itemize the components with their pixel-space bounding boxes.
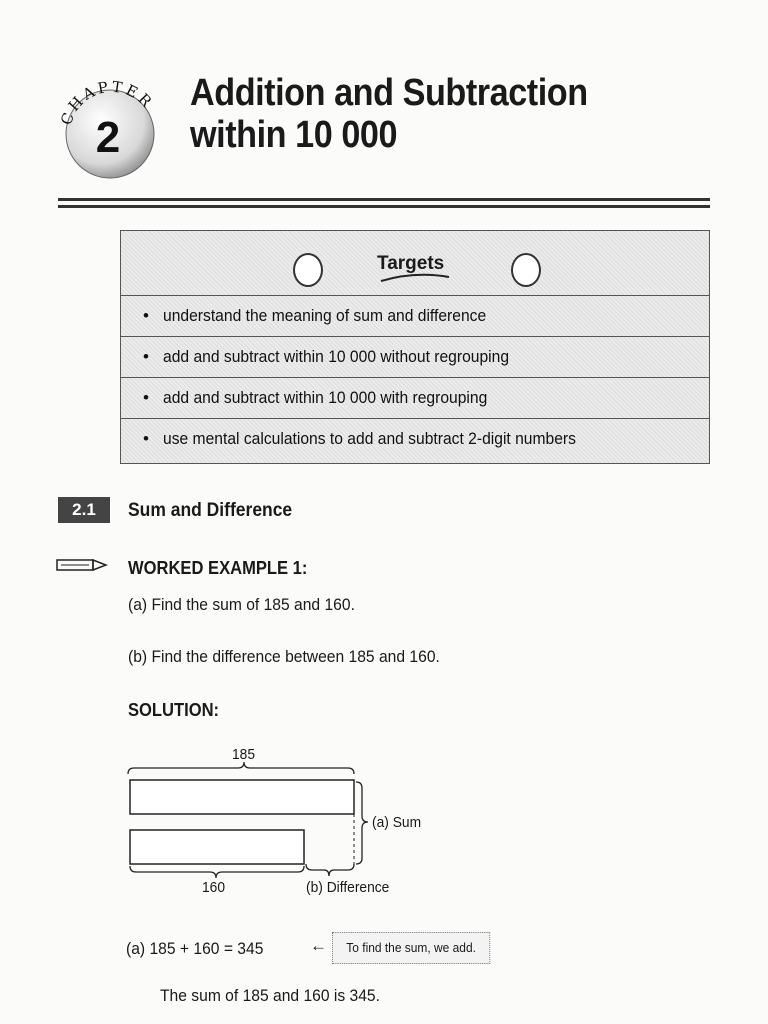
question-b: (b) Find the difference between 185 and 160. [128,647,440,666]
chapter-title [190,72,588,156]
binder-ring-icon [293,253,323,287]
bottom-brace [130,866,304,878]
target-item [121,296,709,337]
divider-rule [58,205,710,208]
label-160: 160 [202,879,226,896]
bar-185 [130,780,354,814]
target-item-text: add and subtract within 10 000 with regrouping [163,388,488,407]
left-arrow-icon: ← [310,936,327,955]
chapter-title-line2: within 10 000 [190,114,398,156]
chapter-badge [56,74,164,182]
label-185: 185 [232,746,256,763]
bullet-icon: • [143,388,149,407]
sum-brace [354,780,374,866]
pencil-icon [56,557,108,573]
target-item [121,419,709,459]
section-number: 2.1 [58,497,110,523]
target-item-text: understand the meaning of sum and difference [163,306,487,325]
label-sum: (a) Sum [372,814,422,831]
bullet-icon: • [143,347,149,366]
difference-brace [306,864,354,876]
targets-title: Targets [377,253,445,274]
target-item-text: use mental calculations to add and subtract 2-digit numbers [163,429,576,448]
top-brace [128,762,354,774]
chapter-badge-graphic [56,74,164,182]
chapter-title-line1: Addition and Subtraction [190,72,588,114]
bar-model-diagram [120,760,380,880]
solution-title: SOLUTION: [128,700,220,720]
bullet-icon: • [143,429,149,448]
underline-swoosh-icon [379,273,451,283]
targets-box [120,230,710,464]
chapter-word: CHAPTER [57,77,158,128]
target-item [121,378,709,419]
target-item [121,337,709,378]
targets-header [121,231,709,296]
binder-ring-icon [511,253,541,287]
note-box: To find the sum, we add. [332,932,490,964]
section-title: Sum and Difference [128,500,293,521]
bar-160 [130,830,304,864]
chapter-number: 2 [95,113,121,162]
label-difference: (b) Difference [306,879,390,896]
question-a: (a) Find the sum of 185 and 160. [128,595,355,614]
conclusion-text: The sum of 185 and 160 is 345. [160,986,380,1005]
worked-example-title: WORKED EXAMPLE 1: [128,558,308,578]
bullet-icon: • [143,306,149,325]
divider-rule [58,198,710,201]
equation-a: (a) 185 + 160 = 345 [126,939,264,958]
target-item-text: add and subtract within 10 000 without regrouping [163,347,510,366]
